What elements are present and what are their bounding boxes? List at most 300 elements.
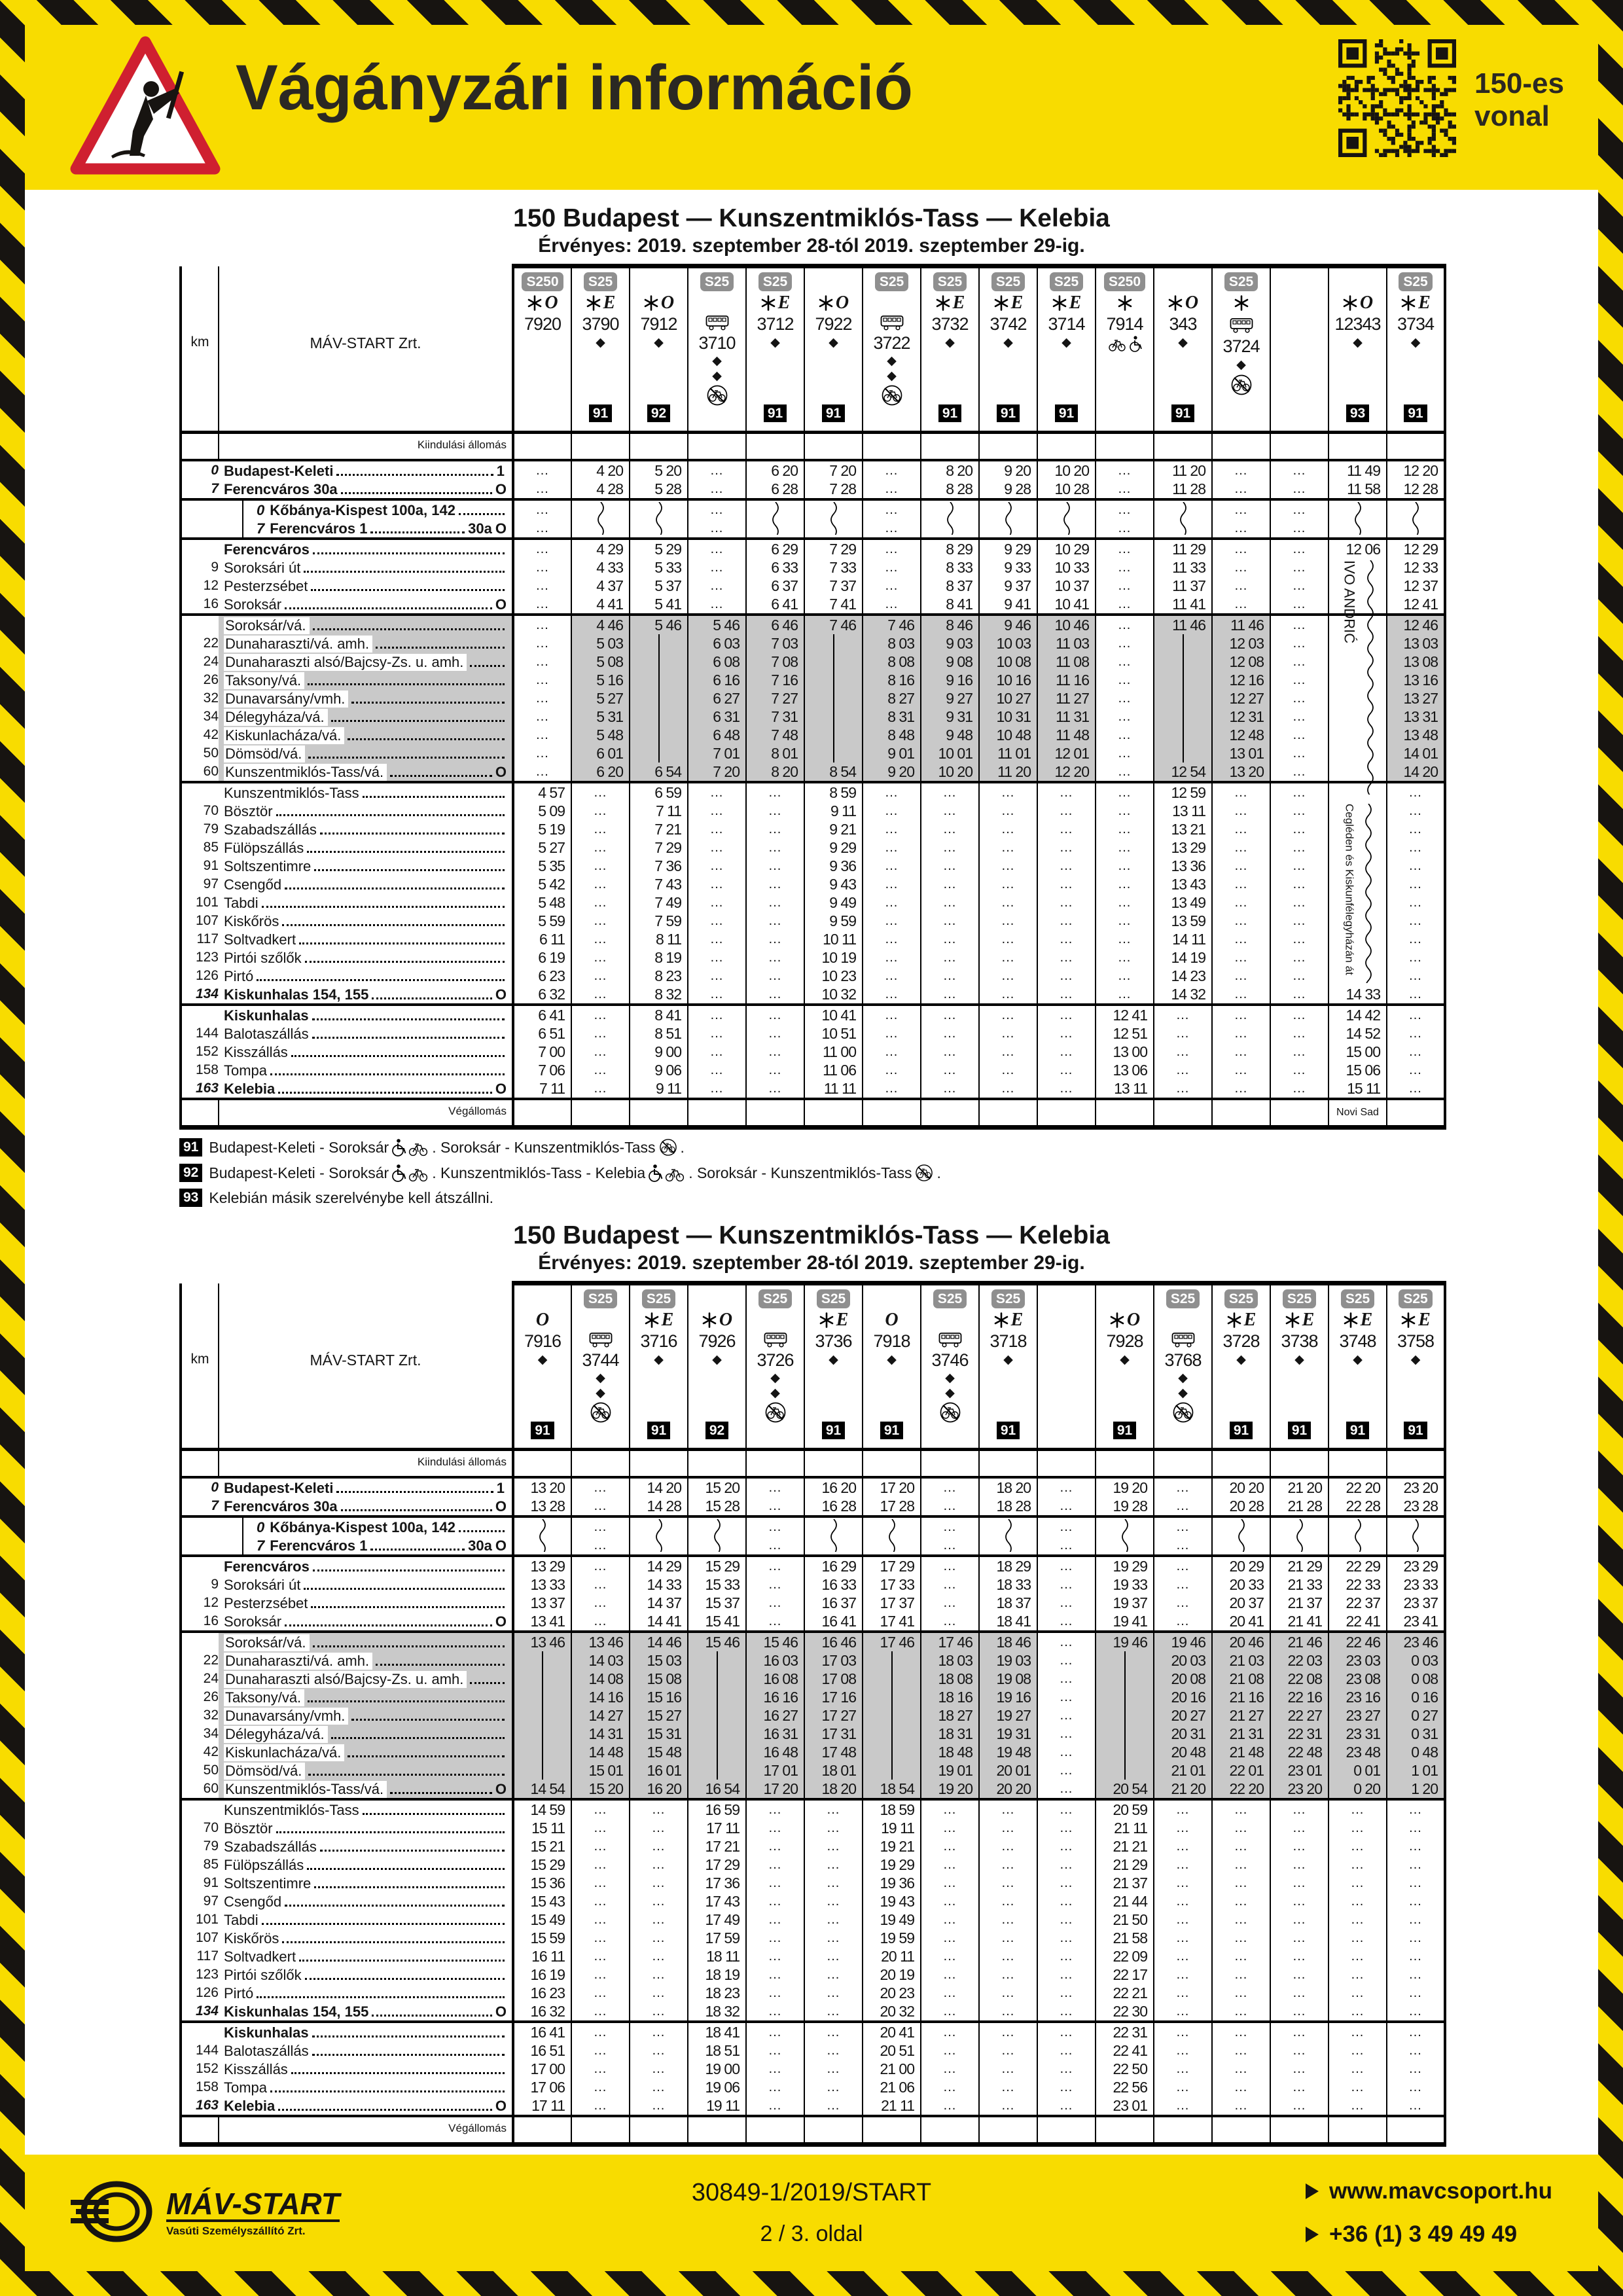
station-name: Kőbánya-Kispest 100a, 142: [270, 502, 455, 518]
time-cell: 23 20: [1387, 1477, 1445, 1497]
time-cell: ...: [1154, 1043, 1212, 1061]
diamond-icon: ◆: [945, 1386, 955, 1401]
time-cell: 19 43: [863, 1892, 921, 1910]
time-cell: 16 51: [513, 2041, 571, 2060]
time-cell: 10 37: [1037, 577, 1096, 595]
table-row: [181, 762, 1445, 782]
air-conditioning-icon: [527, 295, 543, 311]
table-row: [181, 2078, 1445, 2096]
time-cell: ...: [1270, 558, 1329, 577]
station-name: Délegyháza/vá.: [224, 1726, 328, 1743]
time-cell: ...: [1270, 762, 1329, 782]
time-cell: 22 31: [1270, 1725, 1329, 1743]
table-row: [181, 2022, 1445, 2041]
time-cell: [804, 499, 863, 519]
station-name: Pirtó: [224, 1985, 254, 2001]
time-cell: ...: [979, 967, 1037, 985]
time-cell: 19 29: [863, 1856, 921, 1874]
table-row: [181, 634, 1445, 653]
air-conditioning-icon: [643, 295, 659, 311]
time-cell: 22 31: [1096, 2022, 1154, 2041]
time-cell: ...: [979, 782, 1037, 802]
time-cell: 18 19: [688, 1965, 746, 1984]
footnote-badge: 91: [822, 1422, 845, 1439]
time-cell: 22 28: [1329, 1497, 1387, 1516]
time-cell: 10 16: [979, 671, 1037, 689]
time-cell: ...: [921, 1497, 979, 1516]
time-cell: ...: [1096, 802, 1154, 820]
time-cell: ...: [1096, 577, 1154, 595]
time-cell: ...: [1037, 1725, 1096, 1743]
no-bicycle-icon: [938, 1401, 962, 1424]
time-cell: 11 49: [1329, 460, 1387, 480]
time-cell: ...: [1270, 708, 1329, 726]
time-cell: ...: [1270, 726, 1329, 744]
diamond-icon: ◆: [712, 354, 722, 368]
time-cell: ...: [921, 2096, 979, 2116]
time-cell: 12 29: [1387, 539, 1445, 558]
time-cell: ...: [746, 967, 804, 985]
table-row: [181, 595, 1445, 615]
time-cell: 16 01: [630, 1761, 688, 1780]
time-cell: 13 08: [1387, 653, 1445, 671]
station-cell: [219, 2096, 513, 2116]
time-cell: [746, 499, 804, 519]
time-cell: 20 20: [979, 1780, 1037, 1799]
time-cell: 19 48: [979, 1743, 1037, 1761]
time-cell: ...: [1329, 1892, 1387, 1910]
time-cell: 0 16: [1387, 1688, 1445, 1706]
time-cell: 5 09: [513, 802, 571, 820]
station-cell: [219, 1965, 513, 1984]
time-cell: 20 48: [1154, 1743, 1212, 1761]
time-cell: 22 21: [1096, 1984, 1154, 2002]
train-header: [1037, 1283, 1096, 1450]
time-cell: ...: [1270, 857, 1329, 875]
time-cell: ...: [1329, 1910, 1387, 1929]
station-name: Kelebia: [224, 2098, 276, 2114]
train-header: S25 E 3742 ◆ 91: [979, 266, 1037, 433]
time-cell: 16 41: [804, 1612, 863, 1632]
s-badge: S25: [584, 272, 617, 291]
time-cell: 16 27: [746, 1706, 804, 1725]
time-cell: 16 48: [746, 1743, 804, 1761]
train-number: 3710: [698, 333, 736, 353]
time-cell: ...: [1270, 2002, 1329, 2022]
wavy-line-icon: [1062, 502, 1071, 535]
time-cell: 11 28: [1154, 480, 1212, 499]
time-cell: 5 37: [630, 577, 688, 595]
time-cell: 12 41: [1387, 595, 1445, 615]
time-cell: 13 37: [513, 1594, 571, 1612]
time-cell: 7 48: [746, 726, 804, 744]
time-cell: ...: [1387, 1984, 1445, 2002]
time-cell: 19 46: [1096, 1632, 1154, 1651]
time-cell: ...: [688, 1061, 746, 1079]
time-cell: 19 16: [979, 1688, 1037, 1706]
time-cell: 15 16: [630, 1688, 688, 1706]
train-number: 3722: [873, 333, 910, 353]
time-cell: 9 59: [804, 912, 863, 930]
wavy-line-icon: [829, 1519, 838, 1552]
time-cell: ...: [1037, 1984, 1096, 2002]
time-cell: 0 01: [1329, 1761, 1387, 1780]
time-cell: ...: [921, 948, 979, 967]
wavy-line-icon: [1366, 560, 1375, 795]
time-cell: ...: [513, 519, 571, 539]
time-cell: ...: [1329, 1965, 1387, 1984]
table-row: [181, 708, 1445, 726]
time-cell: ...: [746, 2041, 804, 2060]
time-cell: ...: [1212, 499, 1270, 519]
time-cell: ...: [688, 1079, 746, 1099]
time-cell: 18 54: [863, 1780, 921, 1799]
time-cell: ...: [1270, 1965, 1329, 1984]
time-cell: 5 28: [630, 480, 688, 499]
time-cell: ...: [1329, 2078, 1387, 2096]
time-cell: ...: [921, 782, 979, 802]
station-name: Kiskunlacháza/vá.: [224, 727, 344, 744]
time-cell: ...: [630, 2022, 688, 2041]
station-cell: [219, 2078, 513, 2096]
time-cell: ...: [513, 762, 571, 782]
table-row: [181, 1965, 1445, 1984]
time-cell: 22 08: [1270, 1670, 1329, 1688]
time-cell: ...: [1154, 1594, 1212, 1612]
time-cell: ...: [1154, 1965, 1212, 1984]
time-cell: 11 00: [804, 1043, 863, 1061]
time-cell: ...: [1037, 912, 1096, 930]
time-cell: [804, 689, 863, 708]
time-cell: [921, 499, 979, 519]
page-number: 2 / 3. oldal: [760, 2221, 863, 2246]
time-cell: [630, 634, 688, 653]
time-cell: 9 49: [804, 893, 863, 912]
time-cell: ...: [921, 1612, 979, 1632]
time-cell: 17 46: [921, 1632, 979, 1651]
table-row: [181, 1929, 1445, 1947]
time-cell: 12 33: [1387, 558, 1445, 577]
time-cell: 10 11: [804, 930, 863, 948]
time-cell: ...: [1212, 1984, 1270, 2002]
time-cell: 21 58: [1096, 1929, 1154, 1947]
origin-row: [181, 433, 1445, 461]
time-cell: ...: [1387, 1005, 1445, 1024]
s-badge: S25: [817, 1289, 850, 1308]
time-cell: ...: [746, 2022, 804, 2041]
time-cell: ...: [979, 1984, 1037, 2002]
table-row: [181, 460, 1445, 480]
time-cell: ...: [979, 2078, 1037, 2096]
time-cell: 15 11: [1329, 1079, 1387, 1099]
time-cell: ...: [1096, 967, 1154, 985]
time-cell: [688, 1516, 746, 1536]
station-name: Kiskőrös: [224, 1930, 279, 1946]
time-cell: ...: [863, 875, 921, 893]
time-cell: ...: [513, 726, 571, 744]
time-cell: 21 37: [1270, 1594, 1329, 1612]
time-cell: ...: [804, 1856, 863, 1874]
station-cell: [219, 1780, 513, 1799]
time-cell: ...: [1387, 1929, 1445, 1947]
table-row: [181, 499, 1445, 519]
time-cell: 17 00: [513, 2060, 571, 2078]
time-cell: ...: [1037, 1780, 1096, 1799]
wavy-line-icon: [538, 1519, 547, 1552]
logo-name: MÁV-START: [166, 2188, 340, 2222]
time-cell: 23 28: [1387, 1497, 1445, 1516]
time-cell: 17 16: [804, 1688, 863, 1706]
time-cell: ...: [1212, 2041, 1270, 2060]
time-cell: 15 43: [513, 1892, 571, 1910]
time-cell: 22 41: [1329, 1612, 1387, 1632]
diamond-icon: ◆: [1178, 336, 1188, 350]
time-cell: ...: [979, 2022, 1037, 2041]
station-cell: [219, 1743, 513, 1761]
time-cell: ...: [1037, 1837, 1096, 1856]
time-cell: ...: [863, 912, 921, 930]
time-cell: 17 48: [804, 1743, 863, 1761]
time-cell: ...: [1387, 1892, 1445, 1910]
station-name: Dunaharaszti alsó/Bajcsy-Zs. u. amh.: [224, 1671, 467, 1688]
time-cell: 23 31: [1329, 1725, 1387, 1743]
time-cell: ...: [513, 615, 571, 634]
time-cell: ...: [921, 1910, 979, 1929]
diamond-icon: ◆: [654, 1353, 664, 1367]
time-cell: ...: [1387, 857, 1445, 875]
time-cell: 12 01: [1037, 744, 1096, 762]
time-cell: ...: [1037, 838, 1096, 857]
time-cell: ...: [1037, 1706, 1096, 1725]
km-cell: 158: [181, 1061, 219, 1079]
station-cell: 7 Ferencváros 1 30a O: [219, 519, 513, 539]
station-cell: [219, 1688, 513, 1706]
time-cell: 7 31: [746, 708, 804, 726]
no-bicycle-icon: [705, 384, 729, 406]
train-header: S25 E 3732 ◆ 91: [921, 266, 979, 433]
wavy-line-icon: [887, 1519, 897, 1552]
time-cell: ...: [1212, 857, 1270, 875]
time-cell: [513, 1761, 571, 1780]
time-cell: 1 20: [1387, 1780, 1445, 1799]
time-cell: ...: [1212, 1024, 1270, 1043]
diamond-icon: ◆: [829, 336, 838, 350]
train-number: 343: [1169, 314, 1197, 334]
time-cell: ...: [571, 1079, 630, 1099]
time-cell: ...: [630, 2041, 688, 2060]
time-cell: ...: [1212, 838, 1270, 857]
time-cell: ...: [979, 1947, 1037, 1965]
time-cell: 20 08: [1154, 1670, 1212, 1688]
time-cell: 6 31: [688, 708, 746, 726]
km-cell: [181, 519, 219, 539]
train-header: S25 E 3716 ◆ 91: [630, 1283, 688, 1450]
s-badge: S250: [1104, 272, 1145, 291]
time-cell: 6 27: [688, 689, 746, 708]
station-cell: [219, 744, 513, 762]
time-cell: ...: [1329, 1929, 1387, 1947]
time-cell: 6 51: [513, 1024, 571, 1043]
station-marker: O: [495, 1781, 507, 1797]
time-cell: ...: [1037, 1575, 1096, 1594]
time-cell: ...: [571, 2060, 630, 2078]
time-cell: ...: [1329, 2041, 1387, 2060]
time-cell: [513, 1688, 571, 1706]
station-name: Kiskunhalas: [224, 2024, 309, 2041]
train-header: O 343 ◆ 91: [1154, 266, 1212, 433]
station-cell: [219, 615, 513, 634]
footnote-badge: 91: [764, 404, 787, 422]
km-cell: [181, 499, 219, 519]
footnote-badge: 91: [1171, 404, 1194, 422]
time-cell: ...: [571, 930, 630, 948]
time-cell: ...: [1212, 1043, 1270, 1061]
wheelchair-bicycle-icon: [648, 1164, 686, 1182]
terminus-row: [181, 1099, 1445, 1128]
time-cell: 8 41: [921, 595, 979, 615]
station-cell: [219, 726, 513, 744]
time-cell: 4 57: [513, 782, 571, 802]
time-cell: ...: [746, 820, 804, 838]
train-header: S25 E 3748 ◆ 91: [1329, 1283, 1387, 1450]
time-cell: [979, 499, 1037, 519]
time-cell: 18 11: [688, 1947, 746, 1965]
replacement-bus-icon: [1230, 317, 1253, 333]
station-name: Kisszállás: [224, 2061, 288, 2077]
time-cell: ...: [1154, 1516, 1212, 1536]
station-name: Csengőd: [224, 1893, 282, 1910]
time-cell: ...: [1037, 1594, 1096, 1612]
time-cell: 10 41: [1037, 595, 1096, 615]
train-header: S25 E 3790 ◆ 91: [571, 266, 630, 433]
time-cell: 11 41: [1154, 595, 1212, 615]
station-cell: [219, 1856, 513, 1874]
time-cell: 20 41: [863, 2022, 921, 2041]
diamond-icon: ◆: [1236, 358, 1246, 372]
time-cell: ...: [1037, 1965, 1096, 1984]
station-name: Dunaharaszti/vá. amh.: [224, 636, 372, 653]
train-number: 3718: [990, 1331, 1027, 1351]
time-cell: ...: [979, 1874, 1037, 1892]
table-row: [181, 1984, 1445, 2002]
time-cell: ...: [1387, 893, 1445, 912]
time-cell: 5 19: [513, 820, 571, 838]
km-cell: 12: [181, 577, 219, 595]
time-cell: ...: [571, 875, 630, 893]
time-cell: 11 46: [1154, 615, 1212, 634]
table-row: [181, 615, 1445, 634]
km-cell: 22: [181, 1651, 219, 1670]
time-cell: ...: [1270, 802, 1329, 820]
time-cell: ...: [804, 2002, 863, 2022]
diamond-icon: ◆: [770, 1386, 780, 1401]
time-cell: 9 06: [630, 1061, 688, 1079]
time-cell: [688, 1688, 746, 1706]
time-cell: 14 37: [630, 1594, 688, 1612]
time-cell: ...: [1270, 967, 1329, 985]
time-cell: 20 16: [1154, 1688, 1212, 1706]
station-name: Soroksári út: [224, 1577, 301, 1593]
table-row: [181, 1780, 1445, 1799]
time-cell: 7 33: [804, 558, 863, 577]
time-cell: 11 16: [1037, 671, 1096, 689]
time-cell: ...: [1096, 893, 1154, 912]
time-cell: ...: [571, 1856, 630, 1874]
station-name: Kiskunhalas 154, 155: [224, 2003, 369, 2020]
km-cell: 26: [181, 1688, 219, 1706]
time-cell: ...: [1387, 930, 1445, 948]
time-cell: ...: [1387, 1965, 1445, 1984]
station-name: Tompa: [224, 1062, 268, 1079]
time-cell: 16 31: [746, 1725, 804, 1743]
mav-emblem-icon: [71, 2178, 157, 2249]
wheelchair-bicycle-icon: [391, 1164, 429, 1182]
time-cell: 7 00: [513, 1043, 571, 1061]
time-cell: ...: [513, 595, 571, 615]
time-cell: 0 20: [1329, 1780, 1387, 1799]
table-row: [181, 671, 1445, 689]
time-cell: ...: [1387, 985, 1445, 1005]
time-cell: ...: [921, 1892, 979, 1910]
time-cell: 22 50: [1096, 2060, 1154, 2078]
time-cell: ...: [979, 1043, 1037, 1061]
table-row: [181, 2060, 1445, 2078]
time-cell: 9 37: [979, 577, 1037, 595]
time-cell: 20 51: [863, 2041, 921, 2060]
time-cell: 17 29: [863, 1556, 921, 1575]
time-cell: ...: [571, 2041, 630, 2060]
air-conditioning-icon: [1400, 1312, 1416, 1328]
time-cell: ...: [1154, 2022, 1212, 2041]
time-cell: 10 51: [804, 1024, 863, 1043]
train-number: 3744: [582, 1350, 619, 1371]
time-cell: ...: [1329, 2060, 1387, 2078]
time-cell: ...: [1154, 1575, 1212, 1594]
station-cell: [219, 2002, 513, 2022]
time-cell: ...: [1212, 985, 1270, 1005]
time-cell: 5 46: [630, 615, 688, 634]
air-conditioning-icon: [1400, 295, 1416, 311]
km-cell: 101: [181, 1910, 219, 1929]
table-row: [181, 930, 1445, 948]
time-cell: 23 29: [1387, 1556, 1445, 1575]
station-cell: [219, 1819, 513, 1837]
time-cell: ...: [1212, 2022, 1270, 2041]
table-row: [181, 1892, 1445, 1910]
table-row: [181, 802, 1445, 820]
station-cell: [219, 1061, 513, 1079]
km-cell: 117: [181, 930, 219, 948]
station-name: Soltvadkert: [224, 931, 296, 948]
station-marker: O: [495, 2098, 507, 2114]
time-cell: ...: [513, 689, 571, 708]
time-cell: ...: [1154, 1892, 1212, 1910]
footnote-badge: 91: [1346, 1422, 1369, 1439]
time-cell: [804, 671, 863, 689]
table-row: [181, 1837, 1445, 1856]
station-cell: [219, 1079, 513, 1099]
time-cell: 14 23: [1154, 967, 1212, 985]
operator-header: MÁV-START Zrt.: [310, 334, 421, 351]
km-cell: 60: [181, 762, 219, 782]
station-marker: O: [495, 1498, 507, 1515]
station-marker: O: [495, 1081, 507, 1097]
time-cell: ...: [1154, 1079, 1212, 1099]
station-name: Soltszentimre: [224, 858, 312, 874]
table-row: [181, 1024, 1445, 1043]
time-cell: 6 37: [746, 577, 804, 595]
time-cell: [1387, 499, 1445, 519]
